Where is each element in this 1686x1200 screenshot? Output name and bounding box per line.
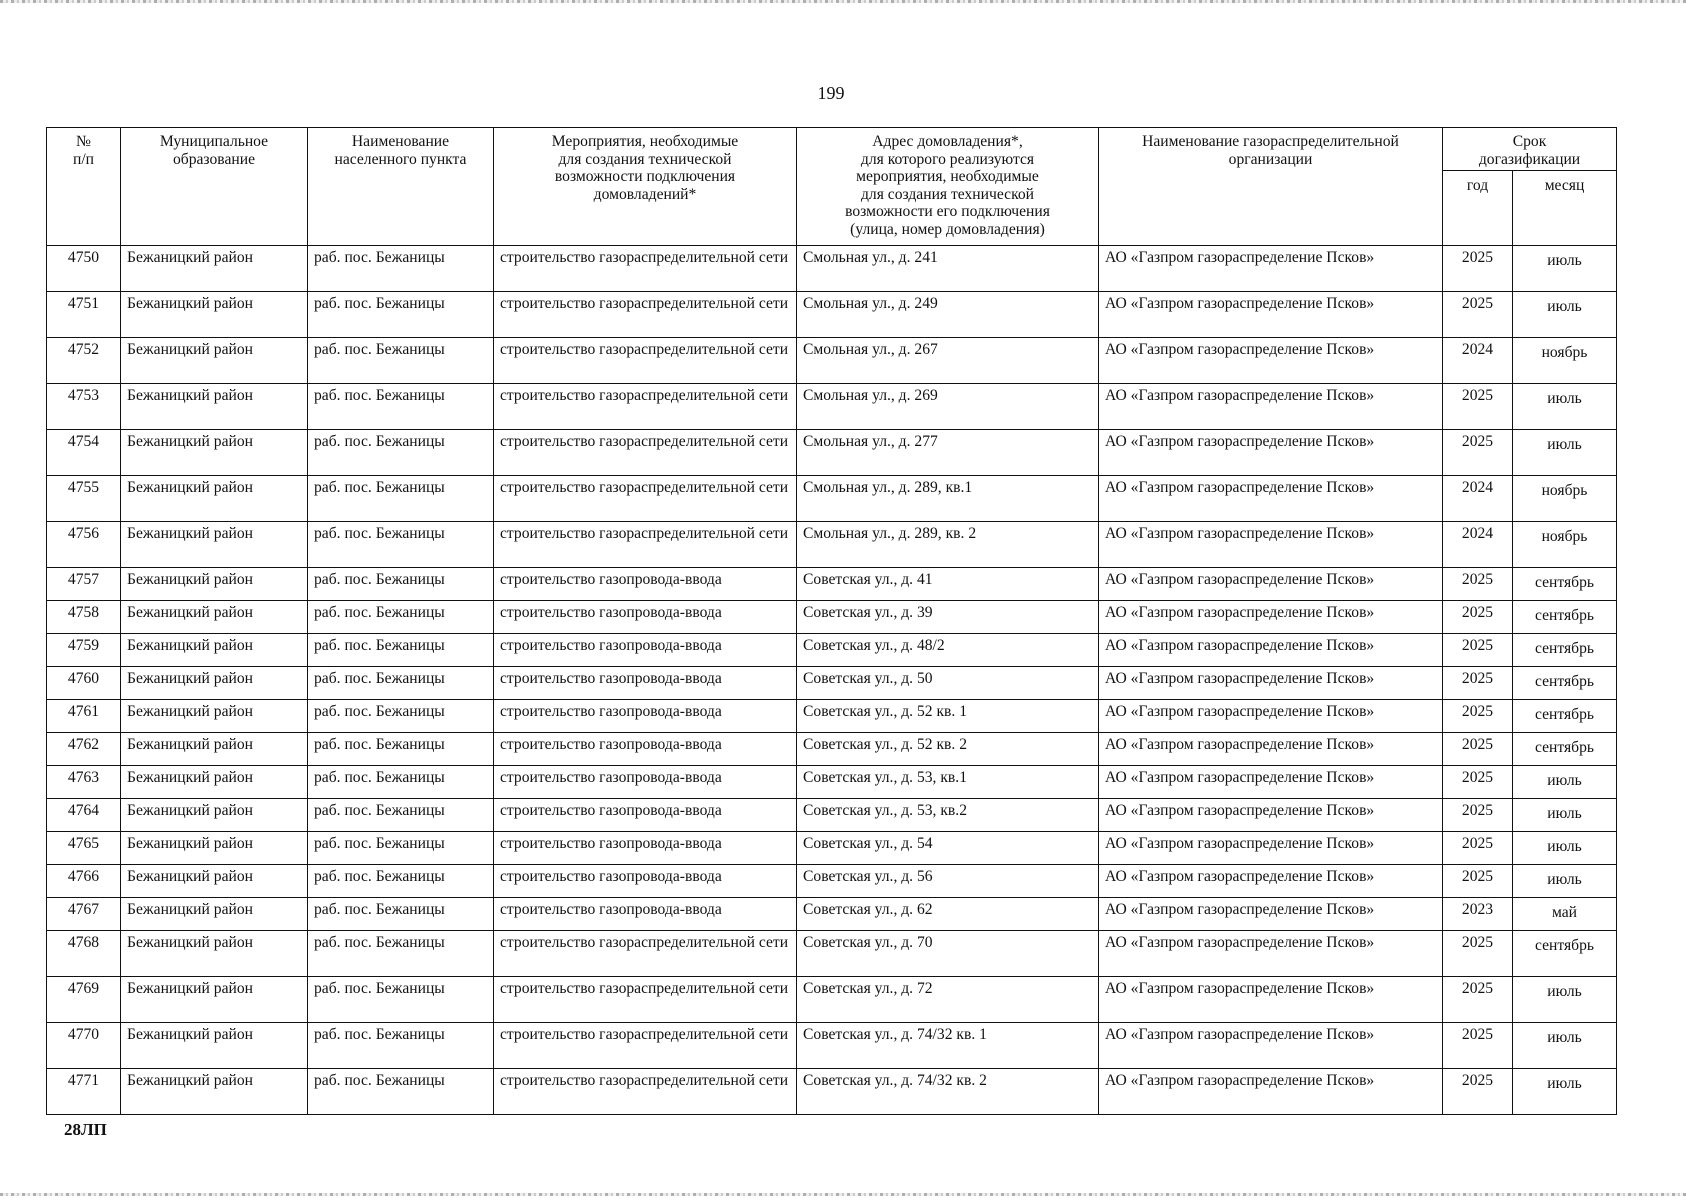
table-row xyxy=(47,977,1617,1023)
cell-measure: строительство газораспределительной сети xyxy=(494,1023,797,1069)
cell-settlement: раб. пос. Бежаницы xyxy=(308,865,494,898)
gasification-table xyxy=(46,127,1617,1115)
cell-num: 4770 xyxy=(47,1023,121,1069)
cell-organization: АО «Газпром газораспределение Псков» xyxy=(1099,931,1443,977)
footer-code: 28ЛП xyxy=(64,1120,107,1139)
cell-address: Советская ул., д. 52 кв. 1 xyxy=(797,700,1099,733)
cell-organization: АО «Газпром газораспределение Псков» xyxy=(1099,733,1443,766)
cell-organization: АО «Газпром газораспределение Псков» xyxy=(1099,292,1443,338)
cell-settlement: раб. пос. Бежаницы xyxy=(308,1023,494,1069)
cell-month: июль xyxy=(1513,384,1617,430)
cell-month: ноябрь xyxy=(1513,476,1617,522)
cell-organization: АО «Газпром газораспределение Псков» xyxy=(1099,246,1443,292)
cell-settlement: раб. пос. Бежаницы xyxy=(308,384,494,430)
cell-year: 2025 xyxy=(1443,766,1513,799)
cell-organization: АО «Газпром газораспределение Псков» xyxy=(1099,865,1443,898)
cell-address: Советская ул., д. 72 xyxy=(797,977,1099,1023)
page-number: 199 xyxy=(817,83,845,103)
cell-municipality: Бежаницкий район xyxy=(121,601,308,634)
cell-measure: строительство газораспределительной сети xyxy=(494,476,797,522)
cell-address: Смольная ул., д. 269 xyxy=(797,384,1099,430)
table-row xyxy=(47,430,1617,476)
cell-year: 2025 xyxy=(1443,733,1513,766)
cell-address: Советская ул., д. 74/32 кв. 1 xyxy=(797,1023,1099,1069)
cell-num: 4762 xyxy=(47,733,121,766)
cell-month: июль xyxy=(1513,832,1617,865)
table-row xyxy=(47,522,1617,568)
cell-measure: строительство газопровода-ввода xyxy=(494,733,797,766)
cell-year: 2025 xyxy=(1443,568,1513,601)
table-row xyxy=(47,384,1617,430)
cell-municipality: Бежаницкий район xyxy=(121,733,308,766)
cell-measure: строительство газораспределительной сети xyxy=(494,977,797,1023)
table-row xyxy=(47,799,1617,832)
cell-month: июль xyxy=(1513,430,1617,476)
scan-edge-bottom xyxy=(0,1193,1686,1196)
cell-month: июль xyxy=(1513,246,1617,292)
cell-num: 4760 xyxy=(47,667,121,700)
header-measures: Мероприятия, необходимые для создания технической возможности подключения домовладений* xyxy=(494,128,797,246)
cell-month: сентябрь xyxy=(1513,700,1617,733)
cell-num: 4768 xyxy=(47,931,121,977)
cell-settlement: раб. пос. Бежаницы xyxy=(308,292,494,338)
table-row xyxy=(47,766,1617,799)
cell-month: май xyxy=(1513,898,1617,931)
cell-address: Советская ул., д. 39 xyxy=(797,601,1099,634)
table-row xyxy=(47,634,1617,667)
table-body xyxy=(47,246,1617,1115)
table-row xyxy=(47,601,1617,634)
cell-settlement: раб. пос. Бежаницы xyxy=(308,799,494,832)
cell-settlement: раб. пос. Бежаницы xyxy=(308,977,494,1023)
cell-organization: АО «Газпром газораспределение Псков» xyxy=(1099,522,1443,568)
cell-measure: строительство газопровода-ввода xyxy=(494,667,797,700)
cell-month: ноябрь xyxy=(1513,338,1617,384)
cell-settlement: раб. пос. Бежаницы xyxy=(308,246,494,292)
cell-year: 2025 xyxy=(1443,799,1513,832)
cell-address: Советская ул., д. 52 кв. 2 xyxy=(797,733,1099,766)
cell-address: Советская ул., д. 41 xyxy=(797,568,1099,601)
cell-address: Советская ул., д. 70 xyxy=(797,931,1099,977)
header-organization: Наименование газораспределительной организации xyxy=(1099,128,1443,246)
cell-year: 2025 xyxy=(1443,601,1513,634)
table-row xyxy=(47,1023,1617,1069)
cell-year: 2025 xyxy=(1443,832,1513,865)
cell-municipality: Бежаницкий район xyxy=(121,667,308,700)
header-deadline: Срок догазификации xyxy=(1443,128,1617,171)
cell-municipality: Бежаницкий район xyxy=(121,476,308,522)
cell-num: 4759 xyxy=(47,634,121,667)
cell-month: июль xyxy=(1513,977,1617,1023)
cell-municipality: Бежаницкий район xyxy=(121,246,308,292)
cell-measure: строительство газораспределительной сети xyxy=(494,292,797,338)
cell-settlement: раб. пос. Бежаницы xyxy=(308,338,494,384)
cell-municipality: Бежаницкий район xyxy=(121,832,308,865)
cell-municipality: Бежаницкий район xyxy=(121,634,308,667)
cell-settlement: раб. пос. Бежаницы xyxy=(308,568,494,601)
cell-municipality: Бежаницкий район xyxy=(121,931,308,977)
cell-month: июль xyxy=(1513,1069,1617,1115)
cell-organization: АО «Газпром газораспределение Псков» xyxy=(1099,766,1443,799)
cell-organization: АО «Газпром газораспределение Псков» xyxy=(1099,700,1443,733)
cell-num: 4757 xyxy=(47,568,121,601)
table-row xyxy=(47,700,1617,733)
cell-address: Смольная ул., д. 267 xyxy=(797,338,1099,384)
cell-num: 4765 xyxy=(47,832,121,865)
cell-measure: строительство газопровода-ввода xyxy=(494,634,797,667)
scan-edge-top xyxy=(0,0,1686,3)
cell-month: сентябрь xyxy=(1513,931,1617,977)
cell-municipality: Бежаницкий район xyxy=(121,700,308,733)
cell-address: Советская ул., д. 53, кв.1 xyxy=(797,766,1099,799)
cell-year: 2024 xyxy=(1443,338,1513,384)
cell-address: Советская ул., д. 54 xyxy=(797,832,1099,865)
cell-num: 4758 xyxy=(47,601,121,634)
cell-measure: строительство газораспределительной сети xyxy=(494,338,797,384)
cell-settlement: раб. пос. Бежаницы xyxy=(308,700,494,733)
cell-year: 2025 xyxy=(1443,430,1513,476)
cell-month: сентябрь xyxy=(1513,601,1617,634)
cell-num: 4763 xyxy=(47,766,121,799)
cell-month: сентябрь xyxy=(1513,568,1617,601)
cell-num: 4771 xyxy=(47,1069,121,1115)
cell-year: 2025 xyxy=(1443,384,1513,430)
cell-month: сентябрь xyxy=(1513,733,1617,766)
cell-num: 4752 xyxy=(47,338,121,384)
cell-year: 2025 xyxy=(1443,667,1513,700)
cell-month: июль xyxy=(1513,766,1617,799)
table-row xyxy=(47,292,1617,338)
cell-municipality: Бежаницкий район xyxy=(121,1069,308,1115)
cell-organization: АО «Газпром газораспределение Псков» xyxy=(1099,476,1443,522)
cell-municipality: Бежаницкий район xyxy=(121,568,308,601)
cell-num: 4756 xyxy=(47,522,121,568)
cell-month: июль xyxy=(1513,865,1617,898)
cell-settlement: раб. пос. Бежаницы xyxy=(308,476,494,522)
cell-address: Смольная ул., д. 289, кв.1 xyxy=(797,476,1099,522)
table-row xyxy=(47,865,1617,898)
cell-organization: АО «Газпром газораспределение Псков» xyxy=(1099,898,1443,931)
table-row xyxy=(47,338,1617,384)
cell-address: Смольная ул., д. 277 xyxy=(797,430,1099,476)
cell-address: Смольная ул., д. 289, кв. 2 xyxy=(797,522,1099,568)
header-settlement: Наименование населенного пункта xyxy=(308,128,494,246)
table-row xyxy=(47,568,1617,601)
cell-num: 4769 xyxy=(47,977,121,1023)
cell-organization: АО «Газпром газораспределение Псков» xyxy=(1099,568,1443,601)
cell-address: Советская ул., д. 74/32 кв. 2 xyxy=(797,1069,1099,1115)
cell-settlement: раб. пос. Бежаницы xyxy=(308,766,494,799)
header-month: месяц xyxy=(1513,171,1617,246)
cell-organization: АО «Газпром газораспределение Псков» xyxy=(1099,799,1443,832)
header-municipality: Муниципальное образование xyxy=(121,128,308,246)
cell-organization: АО «Газпром газораспределение Псков» xyxy=(1099,667,1443,700)
cell-address: Советская ул., д. 50 xyxy=(797,667,1099,700)
cell-measure: строительство газопровода-ввода xyxy=(494,700,797,733)
cell-num: 4751 xyxy=(47,292,121,338)
header-year: год xyxy=(1443,171,1513,246)
cell-month: сентябрь xyxy=(1513,634,1617,667)
cell-municipality: Бежаницкий район xyxy=(121,766,308,799)
cell-measure: строительство газопровода-ввода xyxy=(494,601,797,634)
cell-num: 4754 xyxy=(47,430,121,476)
cell-settlement: раб. пос. Бежаницы xyxy=(308,430,494,476)
cell-measure: строительство газораспределительной сети xyxy=(494,246,797,292)
table-row xyxy=(47,476,1617,522)
cell-settlement: раб. пос. Бежаницы xyxy=(308,522,494,568)
cell-month: июль xyxy=(1513,1023,1617,1069)
cell-municipality: Бежаницкий район xyxy=(121,865,308,898)
cell-municipality: Бежаницкий район xyxy=(121,1023,308,1069)
cell-address: Советская ул., д. 56 xyxy=(797,865,1099,898)
cell-measure: строительство газораспределительной сети xyxy=(494,1069,797,1115)
cell-year: 2025 xyxy=(1443,292,1513,338)
cell-municipality: Бежаницкий район xyxy=(121,338,308,384)
cell-num: 4764 xyxy=(47,799,121,832)
cell-measure: строительство газопровода-ввода xyxy=(494,766,797,799)
cell-municipality: Бежаницкий район xyxy=(121,384,308,430)
cell-month: ноябрь xyxy=(1513,522,1617,568)
cell-month: июль xyxy=(1513,799,1617,832)
cell-measure: строительство газопровода-ввода xyxy=(494,865,797,898)
cell-month: июль xyxy=(1513,292,1617,338)
cell-municipality: Бежаницкий район xyxy=(121,292,308,338)
cell-year: 2023 xyxy=(1443,898,1513,931)
cell-settlement: раб. пос. Бежаницы xyxy=(308,667,494,700)
cell-organization: АО «Газпром газораспределение Псков» xyxy=(1099,832,1443,865)
cell-organization: АО «Газпром газораспределение Псков» xyxy=(1099,634,1443,667)
cell-settlement: раб. пос. Бежаницы xyxy=(308,931,494,977)
table-row xyxy=(47,1069,1617,1115)
table-row xyxy=(47,733,1617,766)
cell-municipality: Бежаницкий район xyxy=(121,977,308,1023)
cell-year: 2025 xyxy=(1443,246,1513,292)
cell-year: 2024 xyxy=(1443,476,1513,522)
cell-year: 2025 xyxy=(1443,634,1513,667)
header-address: Адрес домовладения*, для которого реализуются мероприятия, необходимые для создания технической возможности его подключения (улица, номер домовладения) xyxy=(797,128,1099,246)
cell-num: 4755 xyxy=(47,476,121,522)
cell-measure: строительство газопровода-ввода xyxy=(494,832,797,865)
cell-year: 2025 xyxy=(1443,700,1513,733)
cell-municipality: Бежаницкий район xyxy=(121,430,308,476)
cell-measure: строительство газораспределительной сети xyxy=(494,430,797,476)
cell-municipality: Бежаницкий район xyxy=(121,898,308,931)
cell-settlement: раб. пос. Бежаницы xyxy=(308,601,494,634)
cell-organization: АО «Газпром газораспределение Псков» xyxy=(1099,601,1443,634)
cell-year: 2025 xyxy=(1443,977,1513,1023)
cell-num: 4767 xyxy=(47,898,121,931)
cell-organization: АО «Газпром газораспределение Псков» xyxy=(1099,977,1443,1023)
cell-settlement: раб. пос. Бежаницы xyxy=(308,634,494,667)
cell-settlement: раб. пос. Бежаницы xyxy=(308,898,494,931)
cell-year: 2024 xyxy=(1443,522,1513,568)
cell-address: Смольная ул., д. 249 xyxy=(797,292,1099,338)
table-row xyxy=(47,898,1617,931)
cell-month: сентябрь xyxy=(1513,667,1617,700)
cell-address: Смольная ул., д. 241 xyxy=(797,246,1099,292)
cell-municipality: Бежаницкий район xyxy=(121,522,308,568)
cell-organization: АО «Газпром газораспределение Псков» xyxy=(1099,384,1443,430)
table-row xyxy=(47,246,1617,292)
cell-address: Советская ул., д. 62 xyxy=(797,898,1099,931)
cell-address: Советская ул., д. 48/2 xyxy=(797,634,1099,667)
cell-num: 4750 xyxy=(47,246,121,292)
cell-year: 2025 xyxy=(1443,865,1513,898)
cell-settlement: раб. пос. Бежаницы xyxy=(308,1069,494,1115)
cell-organization: АО «Газпром газораспределение Псков» xyxy=(1099,338,1443,384)
cell-num: 4753 xyxy=(47,384,121,430)
cell-organization: АО «Газпром газораспределение Псков» xyxy=(1099,1023,1443,1069)
table-row xyxy=(47,931,1617,977)
cell-num: 4766 xyxy=(47,865,121,898)
header-num: № п/п xyxy=(47,128,121,246)
cell-municipality: Бежаницкий район xyxy=(121,799,308,832)
cell-measure: строительство газопровода-ввода xyxy=(494,568,797,601)
cell-num: 4761 xyxy=(47,700,121,733)
table-row xyxy=(47,832,1617,865)
cell-organization: АО «Газпром газораспределение Псков» xyxy=(1099,430,1443,476)
header-row xyxy=(47,128,1617,171)
cell-measure: строительство газопровода-ввода xyxy=(494,799,797,832)
cell-measure: строительство газораспределительной сети xyxy=(494,522,797,568)
cell-year: 2025 xyxy=(1443,1069,1513,1115)
cell-year: 2025 xyxy=(1443,931,1513,977)
cell-organization: АО «Газпром газораспределение Псков» xyxy=(1099,1069,1443,1115)
cell-measure: строительство газораспределительной сети xyxy=(494,384,797,430)
cell-address: Советская ул., д. 53, кв.2 xyxy=(797,799,1099,832)
cell-measure: строительство газораспределительной сети xyxy=(494,931,797,977)
cell-settlement: раб. пос. Бежаницы xyxy=(308,733,494,766)
cell-year: 2025 xyxy=(1443,1023,1513,1069)
cell-measure: строительство газопровода-ввода xyxy=(494,898,797,931)
table-row xyxy=(47,667,1617,700)
cell-settlement: раб. пос. Бежаницы xyxy=(308,832,494,865)
